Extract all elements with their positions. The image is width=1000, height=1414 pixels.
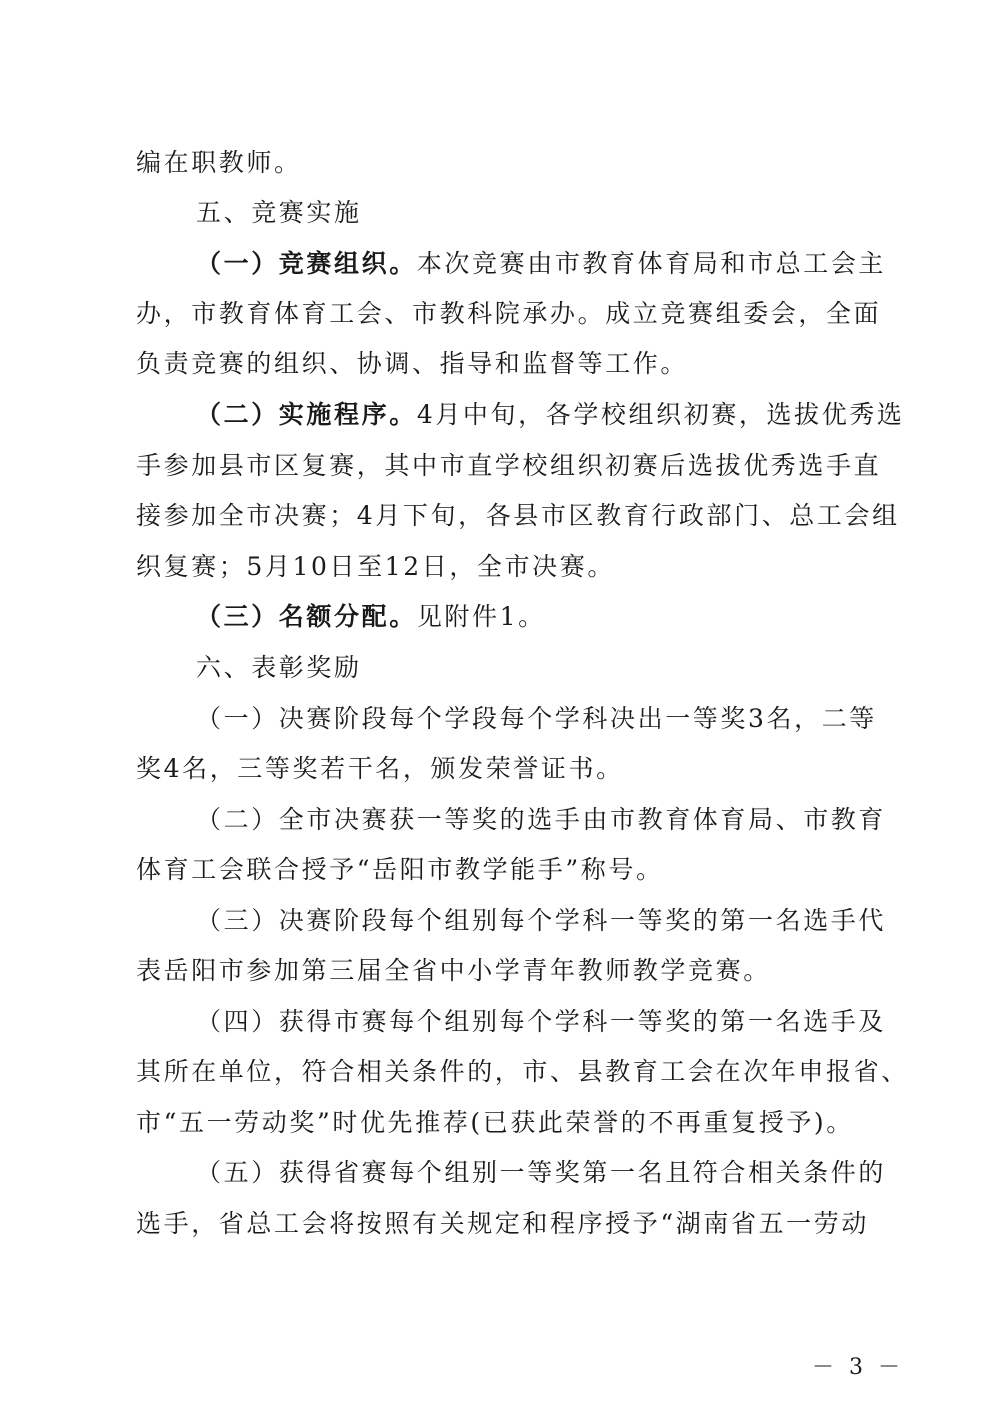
paragraph-line: （三）决赛阶段每个组别每个学科一等奖的第一名选手代 — [196, 906, 887, 935]
subsection-lead: （一）竞赛组织。 — [196, 249, 417, 278]
paragraph-line: 编在职教师。 — [136, 148, 302, 177]
subsection-lead: （三）名额分配。 — [196, 602, 417, 631]
paragraph-line: 接参加全市决赛；4月下旬，各县市区教育行政部门、总工会组 — [136, 501, 900, 530]
paragraph-line: 办，市教育体育工会、市教科院承办。成立竞赛组委会，全面 — [136, 299, 882, 328]
paragraph-line: （四）获得市赛每个组别每个学科一等奖的第一名选手及 — [196, 1007, 887, 1036]
paragraph-line — [196, 600, 866, 634]
paragraph-line: （一）决赛阶段每个学段每个学科决出一等奖3名，二等 — [196, 704, 877, 733]
paragraph-text: 见附件1。 — [416, 602, 546, 631]
paragraph-line: 织复赛；5月10日至12日，全市决赛。 — [136, 552, 615, 581]
paragraph-text: 4月中旬，各学校组织初赛，选拔优秀选 — [416, 400, 905, 429]
paragraph-text: 本次竞赛由市教育体育局和市总工会主 — [416, 249, 887, 278]
paragraph-line: 奖4名，三等奖若干名，颁发荣誉证书。 — [136, 754, 624, 783]
page-number: － 3 － — [812, 1355, 904, 1380]
paragraph-line — [196, 247, 887, 281]
section-heading: 五、竞赛实施 — [196, 198, 362, 227]
paragraph-line: 手参加县市区复赛，其中市直学校组织初赛后选拔优秀选手直 — [136, 451, 882, 480]
section-heading: 六、表彰奖励 — [196, 653, 362, 682]
paragraph-line: 表岳阳市参加第三届全省中小学青年教师教学竞赛。 — [136, 956, 771, 985]
paragraph-line: （二）全市决赛获一等奖的选手由市教育体育局、市教育 — [196, 805, 887, 834]
paragraph-line — [196, 398, 905, 432]
paragraph-line: 体育工会联合授予“岳阳市教学能手”称号。 — [136, 855, 664, 884]
paragraph-line: 市“五一劳动奖”时优先推荐(已获此荣誉的不再重复授予)。 — [136, 1108, 854, 1137]
subsection-lead: （二）实施程序。 — [196, 400, 417, 429]
paragraph-line: 负责竞赛的组织、协调、指导和监督等工作。 — [136, 349, 689, 378]
paragraph-line: 选手，省总工会将按照有关规定和程序授予“湖南省五一劳动 — [136, 1209, 869, 1238]
paragraph-line: 其所在单位，符合相关条件的，市、县教育工会在次年申报省、 — [136, 1057, 909, 1086]
paragraph-line: （五）获得省赛每个组别一等奖第一名且符合相关条件的 — [196, 1158, 887, 1187]
